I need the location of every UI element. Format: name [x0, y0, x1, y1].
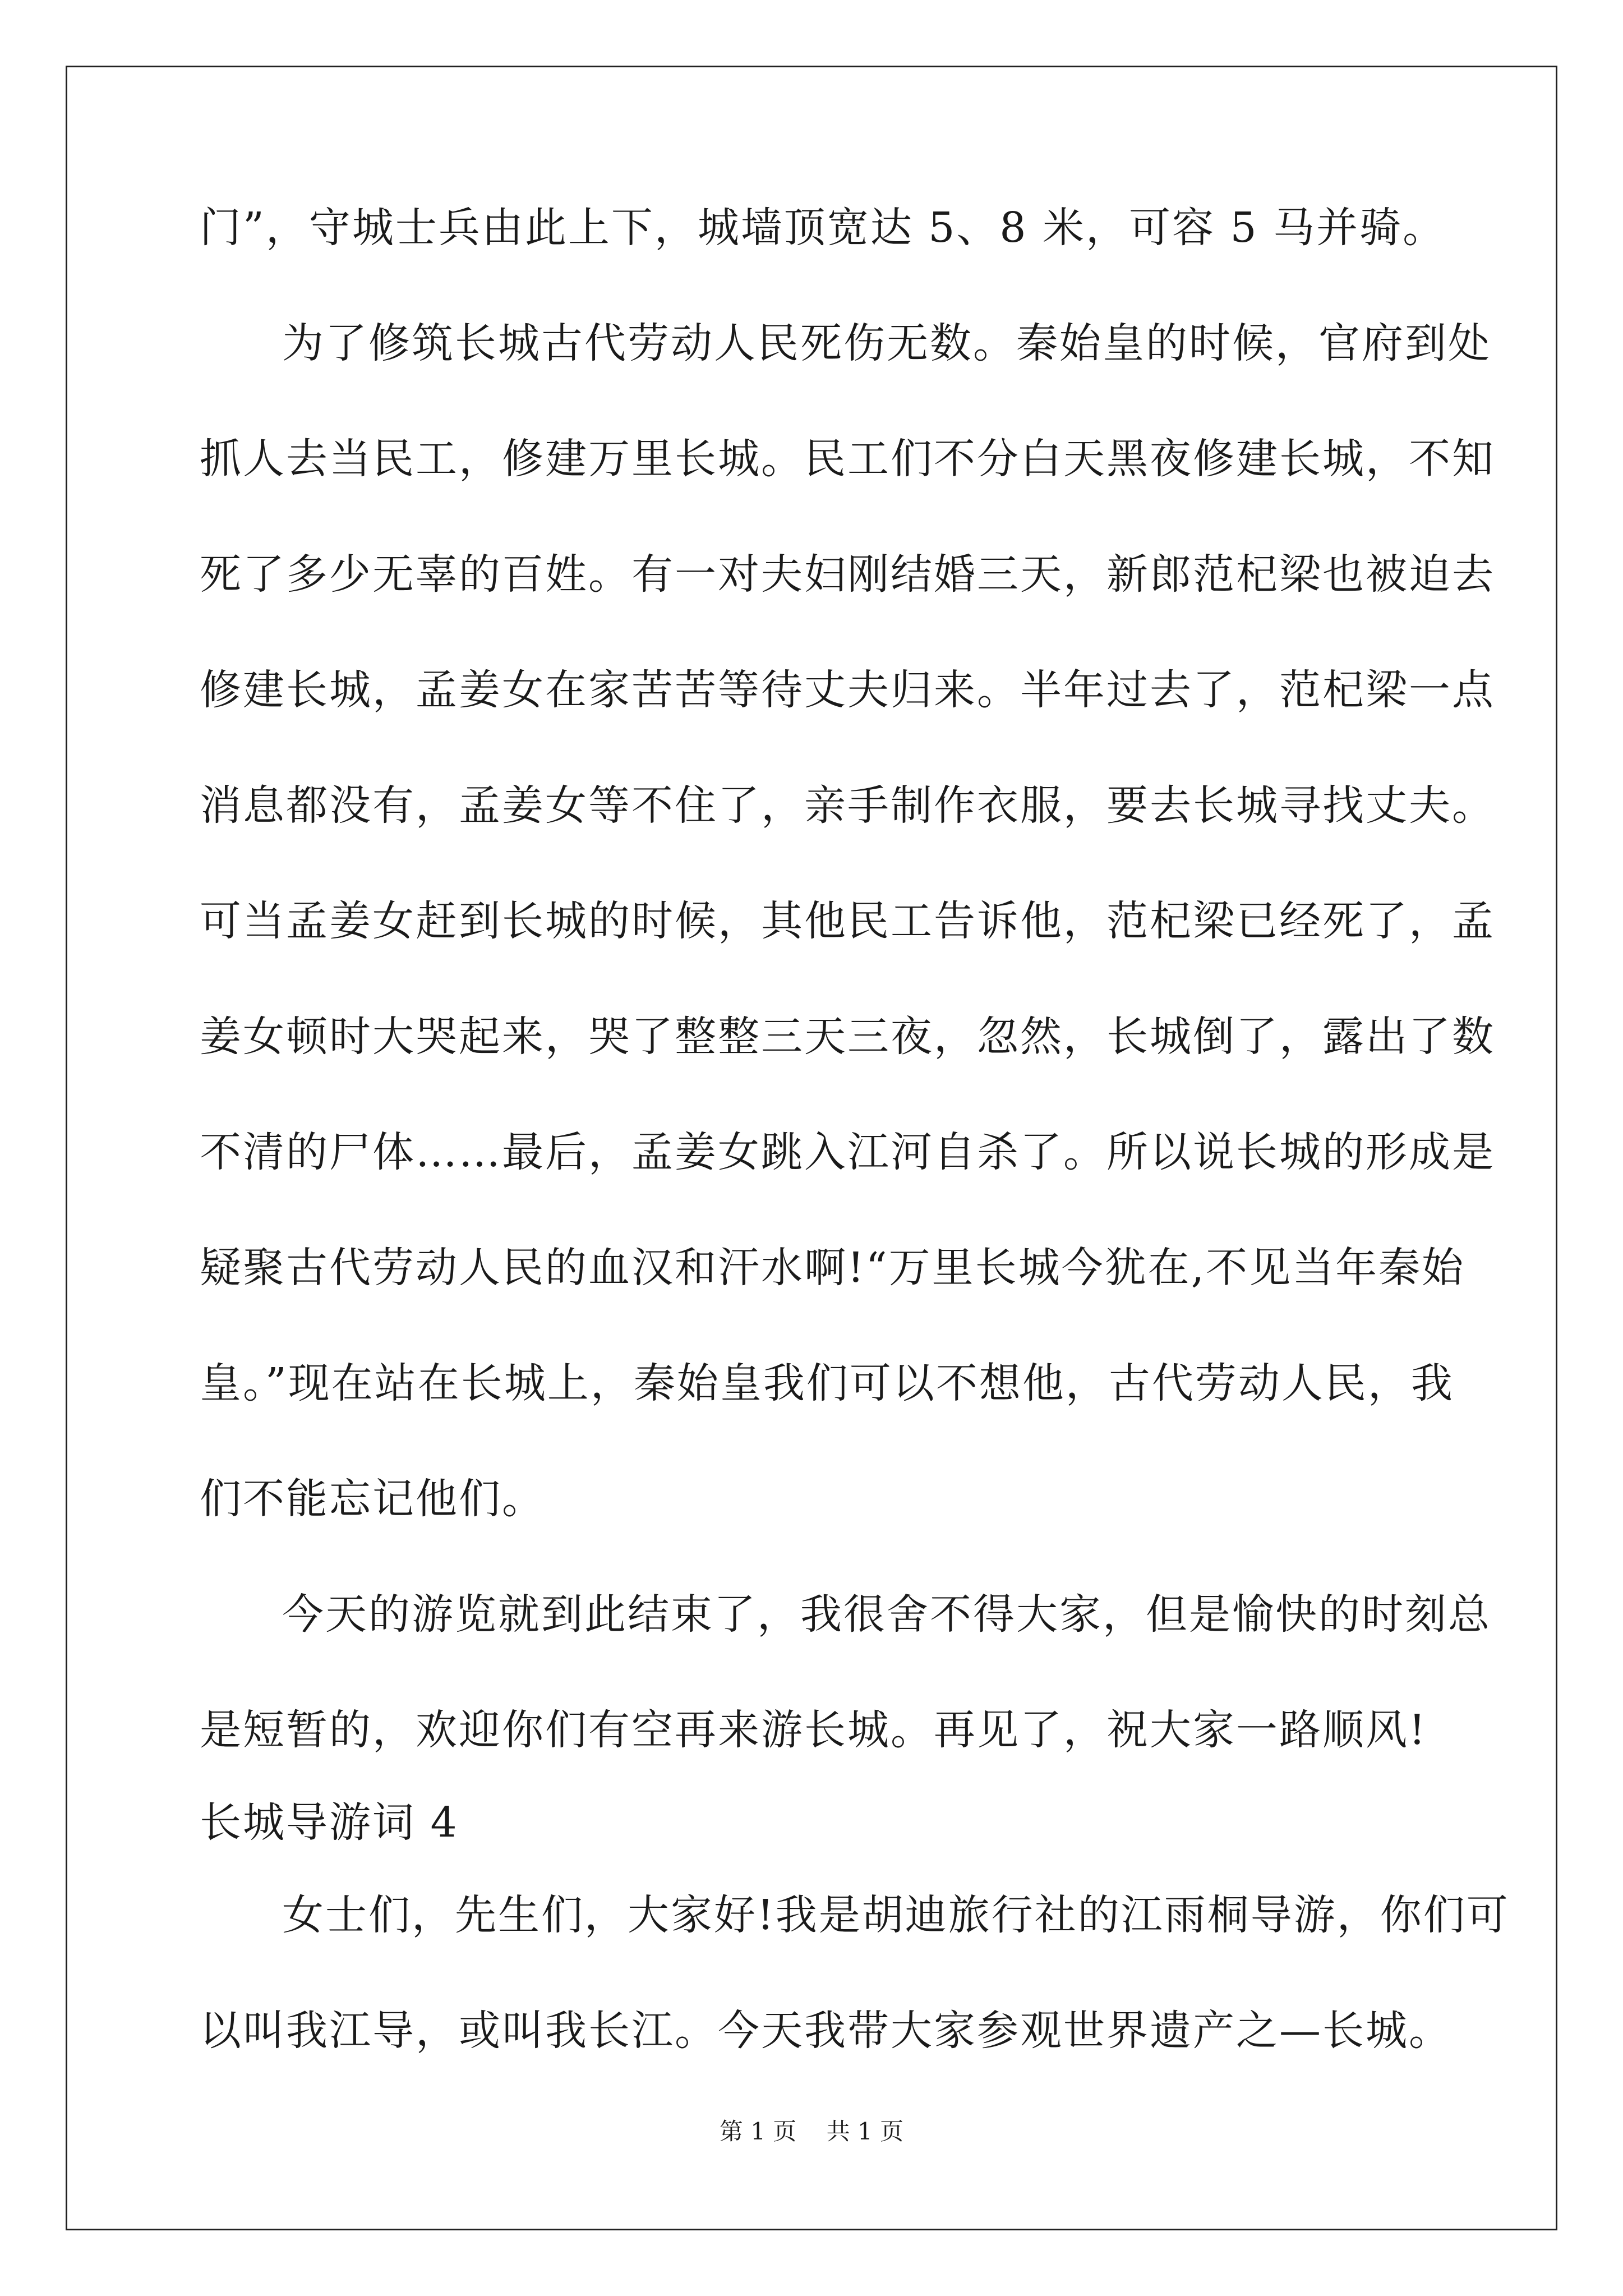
- page-footer: 第 1 页 共 1 页: [719, 2118, 904, 2145]
- text-line: 们不能忘记他们。: [200, 1475, 545, 1523]
- paragraph-first-line: 女士们，先生们，大家好!我是胡迪旅行社的江雨桐导游，你们可: [282, 1891, 1510, 1939]
- text-line: 抓人去当民工，修建万里长城。民工们不分白天黑夜修建长城，不知: [200, 435, 1495, 483]
- text-line: 以叫我江导，或叫我长江。今天我带大家参观世界遗产之—长城。: [200, 2007, 1452, 2055]
- text-line: 是短暂的，欢迎你们有空再来游长城。再见了，祝大家一路顺风!: [200, 1706, 1427, 1754]
- text-line: 修建长城，孟姜女在家苦苦等待丈夫归来。半年过去了，范杞梁一点: [200, 666, 1495, 714]
- text-line: 皇。”现在站在长城上，秦始皇我们可以不想他，古代劳动人民，我: [200, 1359, 1454, 1407]
- text-line: 疑聚古代劳动人民的血汉和汗水啊!“万里长城今犹在,不见当年秦始: [200, 1244, 1465, 1292]
- text-line: 姜女顿时大哭起来，哭了整整三天三夜，忽然，长城倒了，露出了数: [200, 1013, 1495, 1061]
- text-line: 门”，守城士兵由此上下，城墙顶宽达 5、8 米，可容 5 马并骑。: [200, 204, 1446, 252]
- section-heading: 长城导游词 4: [200, 1798, 459, 1847]
- text-line: 消息都没有，孟姜女等不住了，亲手制作衣服，要去长城寻找丈夫。: [200, 781, 1495, 830]
- paragraph-first-line: 今天的游览就到此结束了，我很舍不得大家，但是愉快的时刻总: [282, 1590, 1491, 1639]
- text-line: 不清的尸体……最后，孟姜女跳入江河自杀了。所以说长城的形成是: [200, 1128, 1495, 1176]
- paragraph-first-line: 为了修筑长城古代劳动人民死伤无数。秦始皇的时候，官府到处: [282, 319, 1491, 367]
- text-line: 死了多少无辜的百姓。有一对夫妇刚结婚三天，新郎范杞梁也被迫去: [200, 550, 1495, 599]
- text-line: 可当孟姜女赶到长城的时候，其他民工告诉他，范杞梁已经死了，孟: [200, 897, 1495, 945]
